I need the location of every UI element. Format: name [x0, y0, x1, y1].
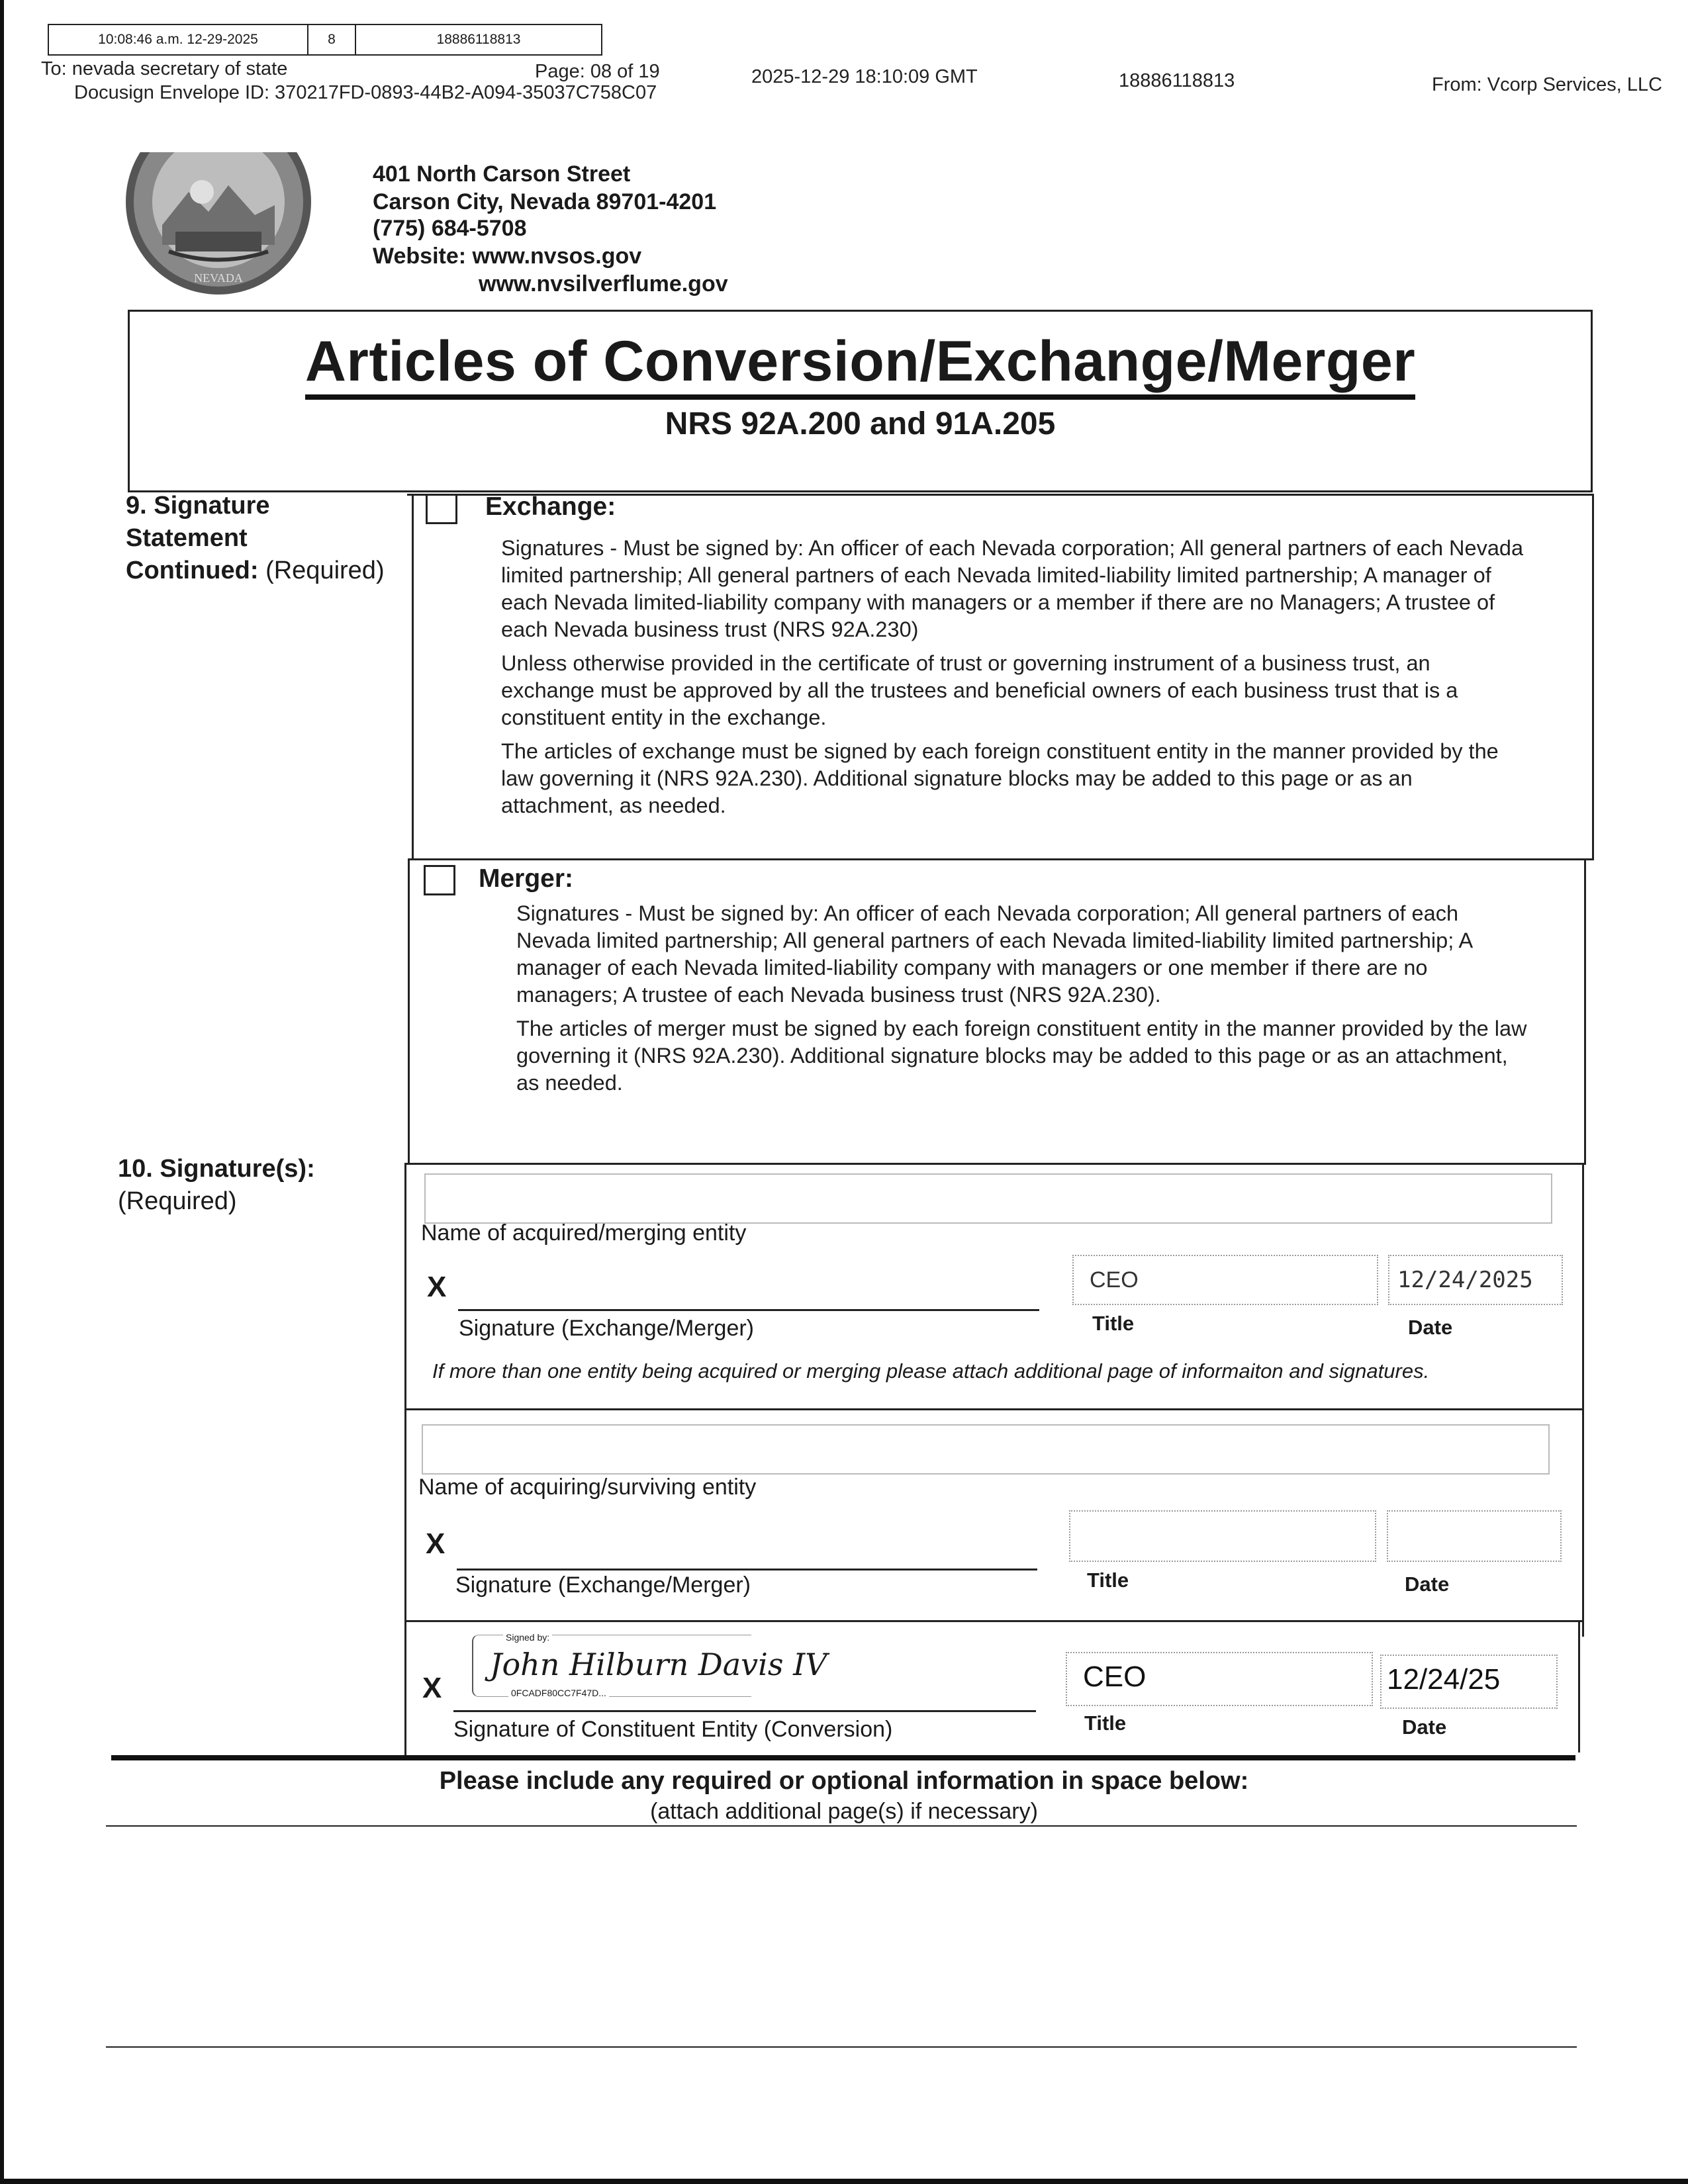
multiple-entity-note: If more than one entity being acquired or merging please attach additional page of informaiton and signatures.	[432, 1359, 1430, 1383]
section10-label	[118, 1153, 396, 1218]
acquiring-signature-line[interactable]	[457, 1569, 1037, 1570]
constituent-signature-line[interactable]	[453, 1710, 1036, 1712]
fax-to: To: nevada secretary of state	[41, 58, 288, 79]
form-title-text: Articles of Conversion/Exchange/Merger	[305, 330, 1415, 400]
docusign-envelope-id: Docusign Envelope ID: 370217FD-0893-44B2-A094-35037C758C07	[74, 82, 657, 103]
exchange-merger-divider	[408, 858, 1594, 860]
fax-from: From: Vcorp Services, LLC	[1432, 74, 1663, 95]
section9-label-line3	[126, 555, 410, 587]
section10-divider	[404, 1163, 406, 1755]
acquired-entity-name-field[interactable]	[424, 1173, 1552, 1224]
website-link-2[interactable]: www.nvsilverflume.gov	[479, 271, 728, 296]
constituent-title-field[interactable]	[1066, 1652, 1373, 1706]
scan-edge-bottom	[0, 2179, 1688, 2184]
acquiring-title-caption: Title	[1087, 1569, 1129, 1592]
constituent-handwritten-signature: John Hilburn Davis IV	[490, 1647, 827, 1682]
constituent-title-caption: Title	[1084, 1711, 1127, 1735]
merger-instructions	[516, 900, 1529, 1103]
address-line-2: Carson City, Nevada 89701-4201	[373, 189, 717, 214]
exchange-paragraph-3: The articles of exchange must be signed by each foreign constituent entity in the manner provided by the law governing it (NRS 92A.230). Additional signature blocks may be added to this page or as an attachment, as needed.	[501, 739, 1499, 817]
constituent-date-field[interactable]	[1380, 1655, 1558, 1709]
exchange-paragraph-1: Signatures - Must be signed by: An officer of each Nevada corporation; All general partners of each Nevada limited partnership; All general partners of each Nevada limited-liability limited partnership; A manager of each Nevada limited-liability company with managers or a member if there are no Managers; A trustee of each Nevada business trust (NRS 92A.230)	[501, 536, 1524, 641]
info-space-bottom-line	[106, 2046, 1577, 2048]
exchange-checkbox[interactable]	[426, 494, 457, 524]
acquired-block-bottom	[404, 1408, 1584, 1410]
exchange-instructions	[501, 535, 1524, 826]
acquired-signature-caption: Signature (Exchange/Merger)	[459, 1316, 755, 1341]
section10-required: (Required)	[118, 1187, 237, 1215]
acquired-title-caption: Title	[1092, 1312, 1135, 1335]
fax-timestamp: 2025-12-29 18:10:09 GMT	[751, 66, 978, 87]
merger-heading: Merger:	[479, 864, 574, 893]
acquiring-date-caption: Date	[1405, 1572, 1450, 1596]
acquired-signature-line[interactable]	[458, 1309, 1039, 1311]
acquiring-title-field[interactable]	[1069, 1510, 1376, 1562]
constituent-date-value: 12/24/25	[1387, 1663, 1501, 1696]
acquiring-entity-name-field[interactable]	[422, 1424, 1550, 1475]
constituent-title-value: CEO	[1083, 1661, 1147, 1693]
fax-page-count: 8	[308, 25, 356, 54]
constituent-signature-caption: Signature of Constituent Entity (Conversion)	[453, 1717, 893, 1742]
phone-number: (775) 684-5708	[373, 216, 527, 241]
exchange-heading: Exchange:	[485, 492, 616, 521]
section9-label-continued: Continued:	[126, 557, 259, 584]
acquiring-block-bottom	[404, 1620, 1584, 1622]
form-subtitle: NRS 92A.200 and 91A.205	[665, 406, 1056, 441]
form-title-box	[128, 310, 1593, 492]
acquiring-date-field[interactable]	[1387, 1510, 1562, 1562]
acquired-signature-x: X	[427, 1271, 447, 1303]
acquired-entity-caption: Name of acquired/merging entity	[421, 1220, 747, 1246]
seal-lettering: NEVADA	[194, 271, 243, 285]
constituent-date-caption: Date	[1402, 1715, 1447, 1739]
acquiring-signature-caption: Signature (Exchange/Merger)	[455, 1572, 751, 1598]
section9-label	[126, 490, 410, 587]
fax-stamp-box	[48, 24, 602, 56]
fax-number-2: 18886118813	[1119, 70, 1235, 91]
section10-label-title: 10. Signature(s):	[118, 1155, 315, 1183]
fax-time-date: 10:08:46 a.m. 12-29-2025	[49, 25, 308, 54]
nevada-state-seal	[122, 152, 314, 295]
section9-right-lower	[1584, 860, 1586, 1163]
acquired-date-caption: Date	[1408, 1316, 1453, 1339]
section9-right-upper	[1592, 494, 1594, 860]
section9-label-line1: 9. Signature	[126, 492, 270, 520]
additional-info-subinstruction: (attach additional page(s) if necessary)	[650, 1799, 1038, 1824]
scan-edge-left	[0, 0, 4, 2184]
section10-right	[1582, 1163, 1584, 1637]
additional-info-instruction: Please include any required or optional information in space below:	[439, 1767, 1249, 1795]
acquired-title-field[interactable]	[1072, 1255, 1378, 1305]
constituent-signature-x: X	[422, 1672, 442, 1704]
section9-label-line2: Statement	[126, 524, 248, 552]
merger-checkbox[interactable]	[424, 865, 455, 895]
info-space-top-line	[106, 1825, 1577, 1827]
form-title	[130, 329, 1591, 394]
additional-info-area[interactable]	[109, 1830, 1572, 2042]
acquired-date-value: 12/24/2025	[1397, 1267, 1533, 1293]
exchange-paragraph-2: Unless otherwise provided in the certificate of trust or governing instrument of a business trust, an exchange must be approved by all the trustees and beneficial owners of each business trust that is a constituent entity in the exchange.	[501, 651, 1458, 729]
website-link[interactable]: Website: www.nvsos.gov	[373, 244, 642, 269]
fax-page: Page: 08 of 19	[535, 61, 660, 82]
acquired-title-value: CEO	[1090, 1267, 1139, 1293]
acquiring-entity-caption: Name of acquiring/surviving entity	[418, 1475, 757, 1500]
section9-divider-lower	[408, 860, 410, 1163]
section9-divider-upper	[412, 494, 414, 860]
signed-by-label: Signed by:	[503, 1632, 552, 1643]
section10-top-line	[405, 1163, 1586, 1165]
merger-paragraph-1: Signatures - Must be signed by: An officer of each Nevada corporation; All general partners of each Nevada limited partnership; All general partners of each Nevada limited-liability limited partnership; A manager of each Nevada limited-liability company with managers or one member if there are no managers; A trustee of each Nevada business trust (NRS 92A.230).	[516, 901, 1472, 1007]
bottom-heavy-rule	[111, 1755, 1575, 1760]
merger-paragraph-2: The articles of merger must be signed by each foreign constituent entity in the manner provided by the law governing it (NRS 92A.230). Additional signature blocks may be added to this page or as an attachment, as needed.	[516, 1017, 1527, 1095]
address-line-1: 401 North Carson Street	[373, 161, 631, 187]
fax-number: 18886118813	[436, 32, 521, 47]
constituent-right	[1578, 1620, 1580, 1752]
section9-required: (Required)	[265, 557, 385, 584]
docusign-signer-id: 0FCADF80CC7F47D...	[508, 1688, 609, 1698]
acquired-date-field[interactable]	[1388, 1255, 1563, 1305]
acquiring-signature-x: X	[426, 1527, 445, 1560]
